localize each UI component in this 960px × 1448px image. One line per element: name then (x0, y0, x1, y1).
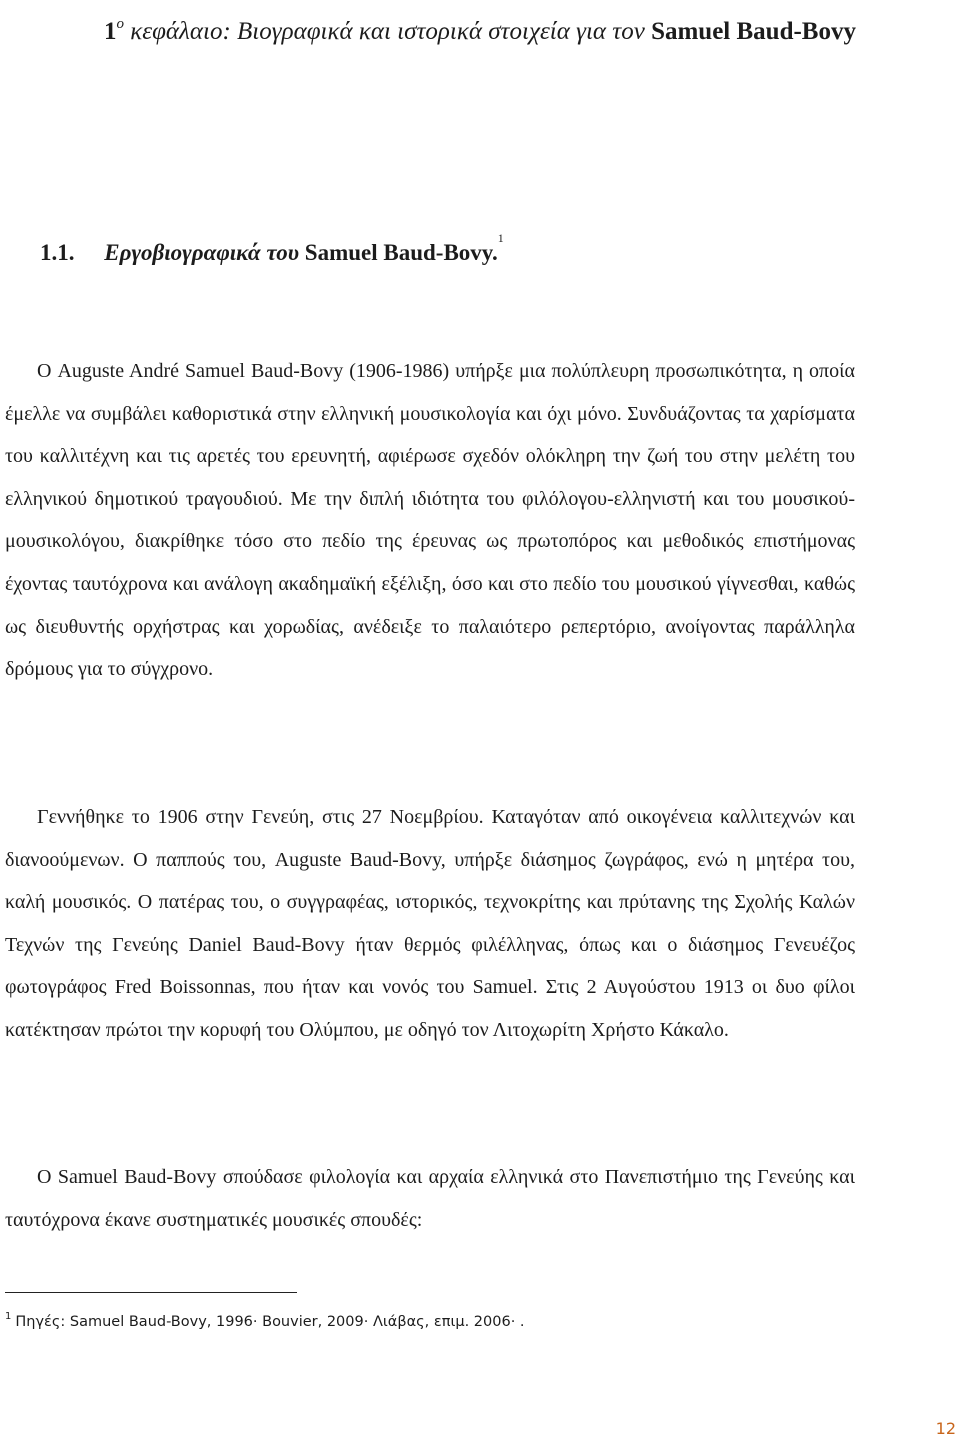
footnote-divider (5, 1292, 297, 1293)
chapter-ordinal: ο (116, 16, 124, 32)
chapter-number: 1 (104, 18, 117, 45)
footnote (5, 1302, 525, 1337)
paragraph-2: Γεννήθηκε το 1906 στην Γενεύη, στις 27 Νοεμβρίου. Καταγόταν από οικογένεια καλλιτεχνών και διανοούμενων. Ο παππούς του, Auguste Baud-Bovy, υπήρξε διάσημος ζωγράφος, ενώ η μητέρα του, καλή μουσικός. Ο πατέρας του, ο συγγραφέας, ιστορικός, τεχνοκρίτης και πρύτανης της Σχολής Καλών Τεχνών της Γενεύης Daniel Baud-Bovy ήταν θερμός φιλέλληνας, όπως και ο διάσημος Γενευέζος φωτογράφος Fred Boissonnas, που ήταν και νονός του Samuel. Στις 2 Αυγούστου 1913 οι δυο φίλοι κατέκτησαν πρώτοι την κορυφή του Ολύμπου, με οδηγό τον Λιτοχωρίτη Χρήστο Κάκαλο. (5, 806, 855, 1041)
paragraph-3: Ο Samuel Baud-Bovy σπούδασε φιλολογία και αρχαία ελληνικά στο Πανεπιστήμιο της Γενεύης και ταυτόχρονα έκανε συστηματικές μουσικές σπουδές: (5, 1166, 855, 1231)
section-title-name: Samuel Baud-Bovy. (304, 240, 498, 265)
chapter-title-text: κεφάλαιο: Βιογραφικά και ιστορικά στοιχεία για τον (130, 18, 645, 45)
chapter-title-name: Samuel Baud-Bovy (651, 18, 856, 45)
footnote-reference[interactable]: 1 (497, 231, 504, 245)
chapter-title (0, 0, 960, 56)
page-number: 12 (935, 1419, 956, 1438)
section-number: 1.1. (40, 240, 75, 265)
section-title (40, 218, 504, 273)
footnote-number: 1 (5, 1311, 12, 1322)
footnote-text: Πηγές: Samuel Baud-Bovy, 1996· Bouvier, 2009· Λιάβας, επιμ. 2006· . (15, 1314, 525, 1330)
paragraph-1: Ο Auguste André Samuel Baud-Bovy (1906-1986) υπήρξε μια πολύπλευρη προσωπικότητα, η οποία έμελλε να συμβάλει καθοριστικά στην ελληνική μουσικολογία και όχι μόνο. Συνδυάζοντας τα χαρίσματα του καλλιτέχνη και τις αρετές του ερευνητή, αφιέρωσε σχεδόν ολόκληρη την ζωή του στην μελέτη του ελληνικού δημοτικού τραγουδιού. Με την διπλή ιδιότητα του φιλόλογου-ελληνιστή και του μουσικού-μουσικολόγου, διακρίθηκε τόσο στο πεδίο της έρευνας ως πρωτοπόρος και μεθοδικός επιστήμονας έχοντας ταυτόχρονα και ανάλογη ακαδημαϊκή εξέλιξη, όσο και στο πεδίο του μουσικού γίγνεσθαι, καθώς ως διευθυντής ορχήστρας και χορωδίας, ανέδειξε το παλαιότερο ρεπερτόριο, ανοίγοντας παράλληλα δρόμους για το σύγχρονο. (5, 360, 855, 681)
section-title-text: Εργοβιογραφικά του (104, 240, 300, 265)
